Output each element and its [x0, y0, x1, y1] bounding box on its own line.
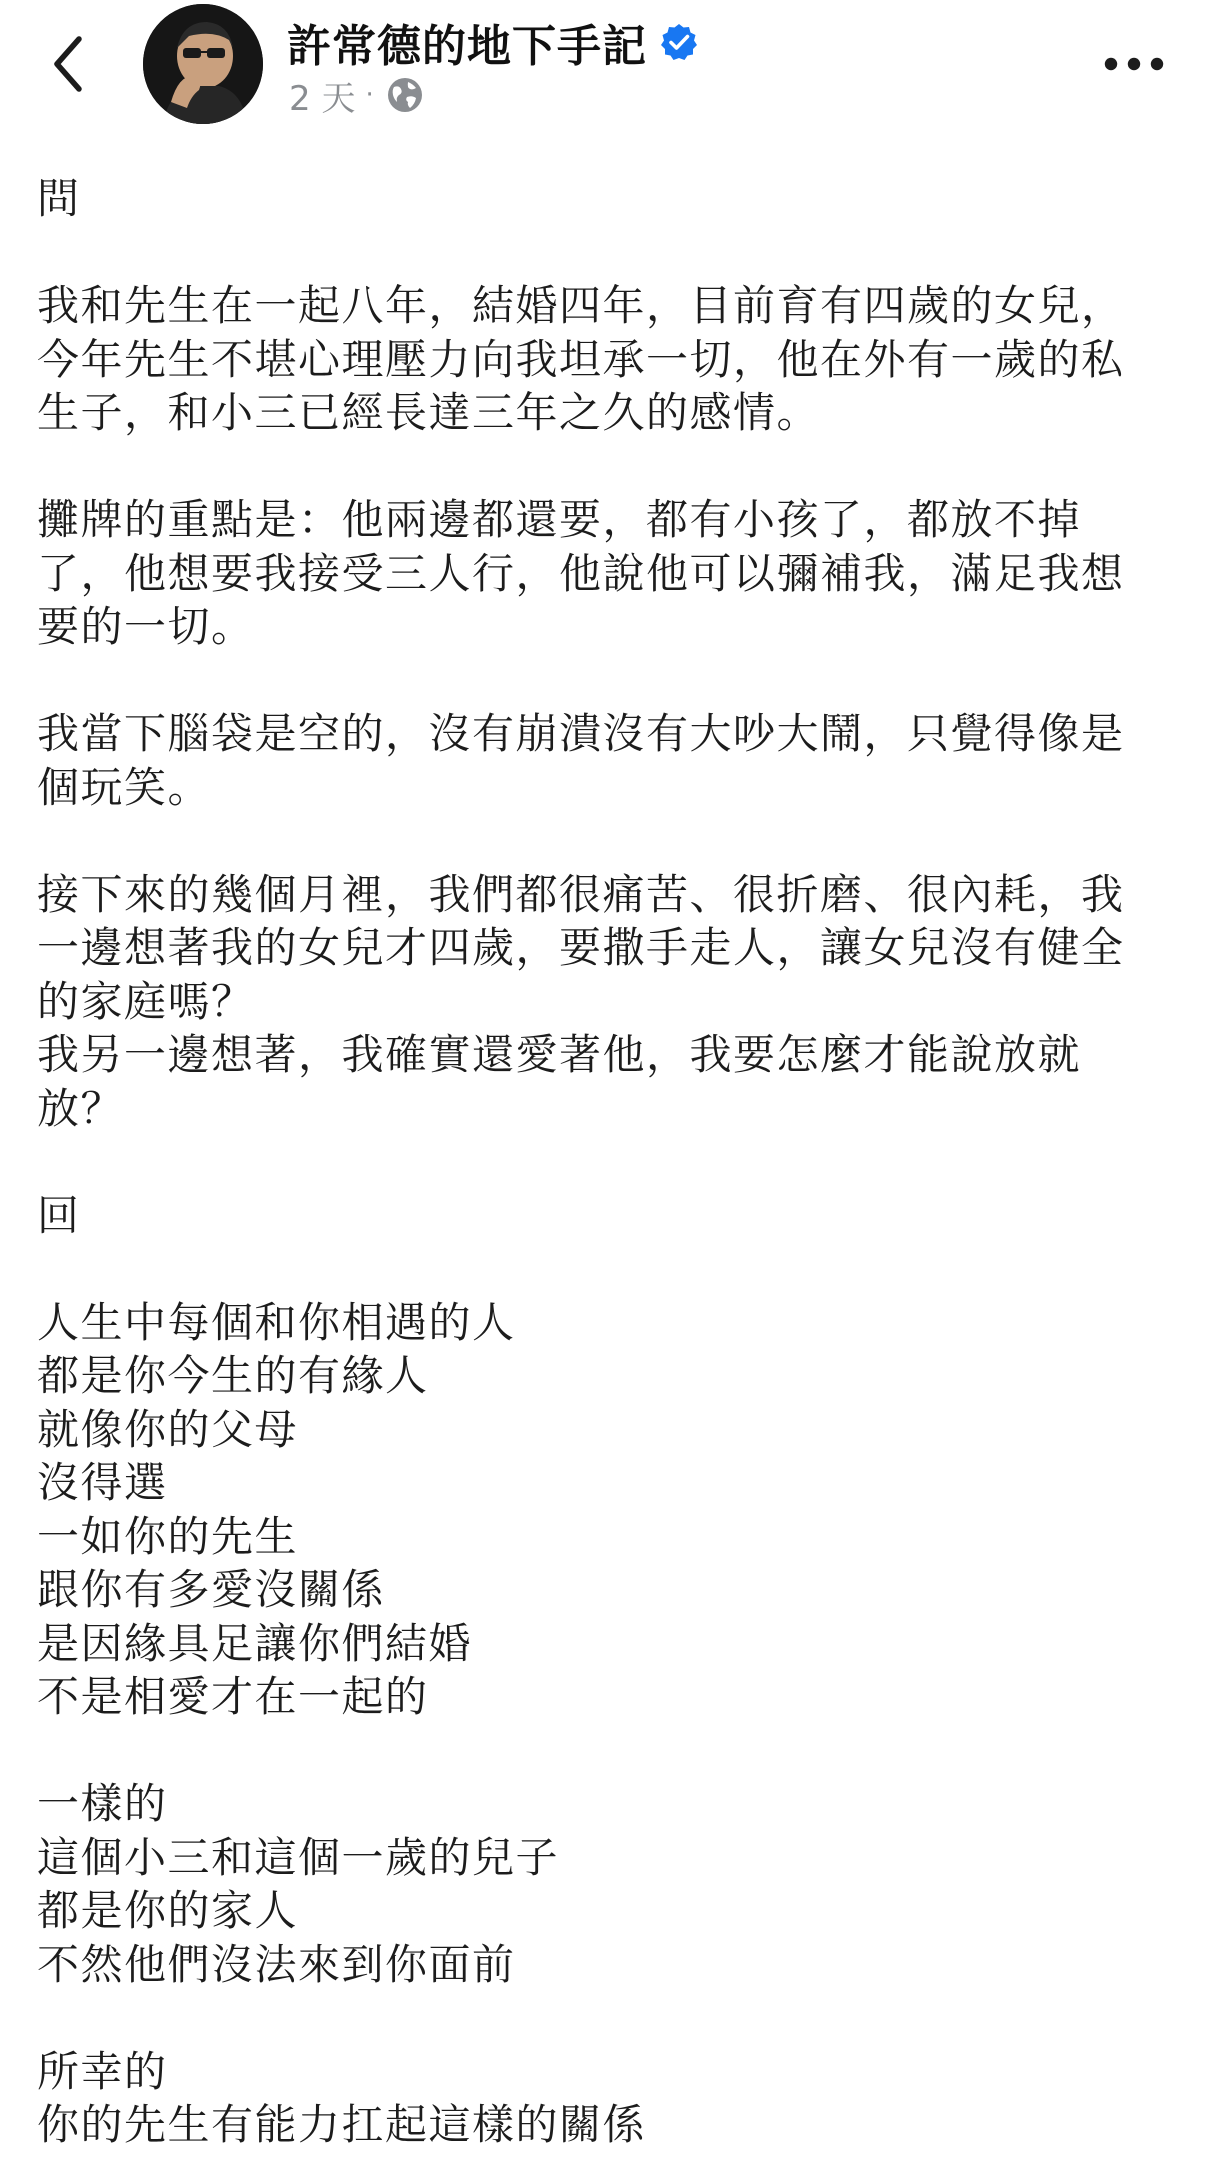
- post-text-line: 我另一邊想著，我確實還愛著他，我要怎麼才能說放就: [37, 1030, 1082, 1079]
- post-text-line: 一如你的先生: [37, 1511, 299, 1561]
- post-paragraph-gap: [37, 1724, 1187, 1778]
- page-name-row: [287, 14, 699, 70]
- chevron-left-icon: [51, 35, 85, 93]
- post-time[interactable]: 2 天: [289, 78, 356, 119]
- post-text-line: 不是相愛才在一起的: [37, 1672, 429, 1721]
- back-button[interactable]: [38, 28, 98, 100]
- post-text-line: 沒得選: [37, 1458, 168, 1507]
- more-horizontal-icon: [1104, 57, 1164, 71]
- post-paragraph-gap: [37, 654, 1187, 708]
- verified-badge-icon: [659, 22, 699, 62]
- avatar[interactable]: [143, 4, 263, 124]
- post-text-line: 我和先生在一起八年，結婚四年，目前育有四歲的女兒，: [37, 281, 1125, 330]
- post-paragraph-gap: [37, 226, 1187, 280]
- post-text: [37, 172, 1187, 2152]
- post-text-line: 所幸的: [37, 2046, 168, 2096]
- post-text-line: 就像你的父母: [37, 1404, 299, 1454]
- post-paragraph-gap: [37, 814, 1187, 868]
- post-text-line: 人生中每個和你相遇的人: [37, 1297, 516, 1347]
- post-text-line: 攤牌的重點是：他兩邊都還要，都有小孩了，都放不掉: [37, 495, 1082, 544]
- meta-separator: ·: [365, 80, 374, 110]
- post-text-line: 問: [37, 174, 81, 223]
- post-text-line: 生子，和小三已經長達三年之久的感情。: [37, 388, 821, 437]
- post-header: [0, 0, 1206, 130]
- post-text-line: 一樣的: [37, 1779, 168, 1828]
- post-text-line: 一邊想著我的女兒才四歲，要撒手走人，讓女兒沒有健全: [37, 923, 1125, 972]
- post-paragraph-gap: [37, 440, 1187, 494]
- post-text-line: 跟你有多愛沒關係: [37, 1565, 386, 1614]
- avatar-photo: [143, 4, 263, 124]
- post-text-line: 都是你的家人: [37, 1886, 299, 1935]
- post-text-line: 接下來的幾個月裡，我們都很痛苦、很折磨、很內耗，我: [37, 869, 1125, 919]
- post-text-line: 要的一切。: [37, 602, 255, 651]
- more-options-button[interactable]: [1096, 40, 1172, 88]
- post-text-line: 我當下腦袋是空的，沒有崩潰沒有大吵大鬧，只覺得像是: [37, 709, 1125, 758]
- post-text-line: 這個小三和這個一歲的兒子: [37, 1832, 560, 1882]
- post-text-line: 今年先生不堪心理壓力向我坦承一切，他在外有一歲的私: [37, 334, 1125, 384]
- post-text-line: 的家庭嗎？: [37, 976, 255, 1026]
- page-name[interactable]: 許常德的地下手記: [287, 21, 647, 72]
- post-paragraph-gap: [37, 1242, 1187, 1296]
- post-text-line: 了，他想要我接受三人行，他說他可以彌補我，滿足我想: [37, 548, 1125, 598]
- post-paragraph-gap: [37, 1135, 1187, 1189]
- post-paragraph-gap: [37, 1991, 1187, 2045]
- globe-icon: [386, 76, 424, 114]
- post-text-line: 是因緣具足讓你們結婚: [37, 1618, 473, 1668]
- post-text-line: 不然他們沒法來到你面前: [37, 1939, 516, 1989]
- post-text-line: 你的先生有能力扛起這樣的關係: [37, 2100, 647, 2149]
- post-text-line: 放？: [37, 1083, 125, 1133]
- post-text-line: 個玩笑。: [37, 762, 212, 812]
- post-meta: [289, 72, 424, 118]
- post-text-line: 都是你今生的有緣人: [37, 1351, 429, 1400]
- post-text-line: 回: [37, 1190, 81, 1240]
